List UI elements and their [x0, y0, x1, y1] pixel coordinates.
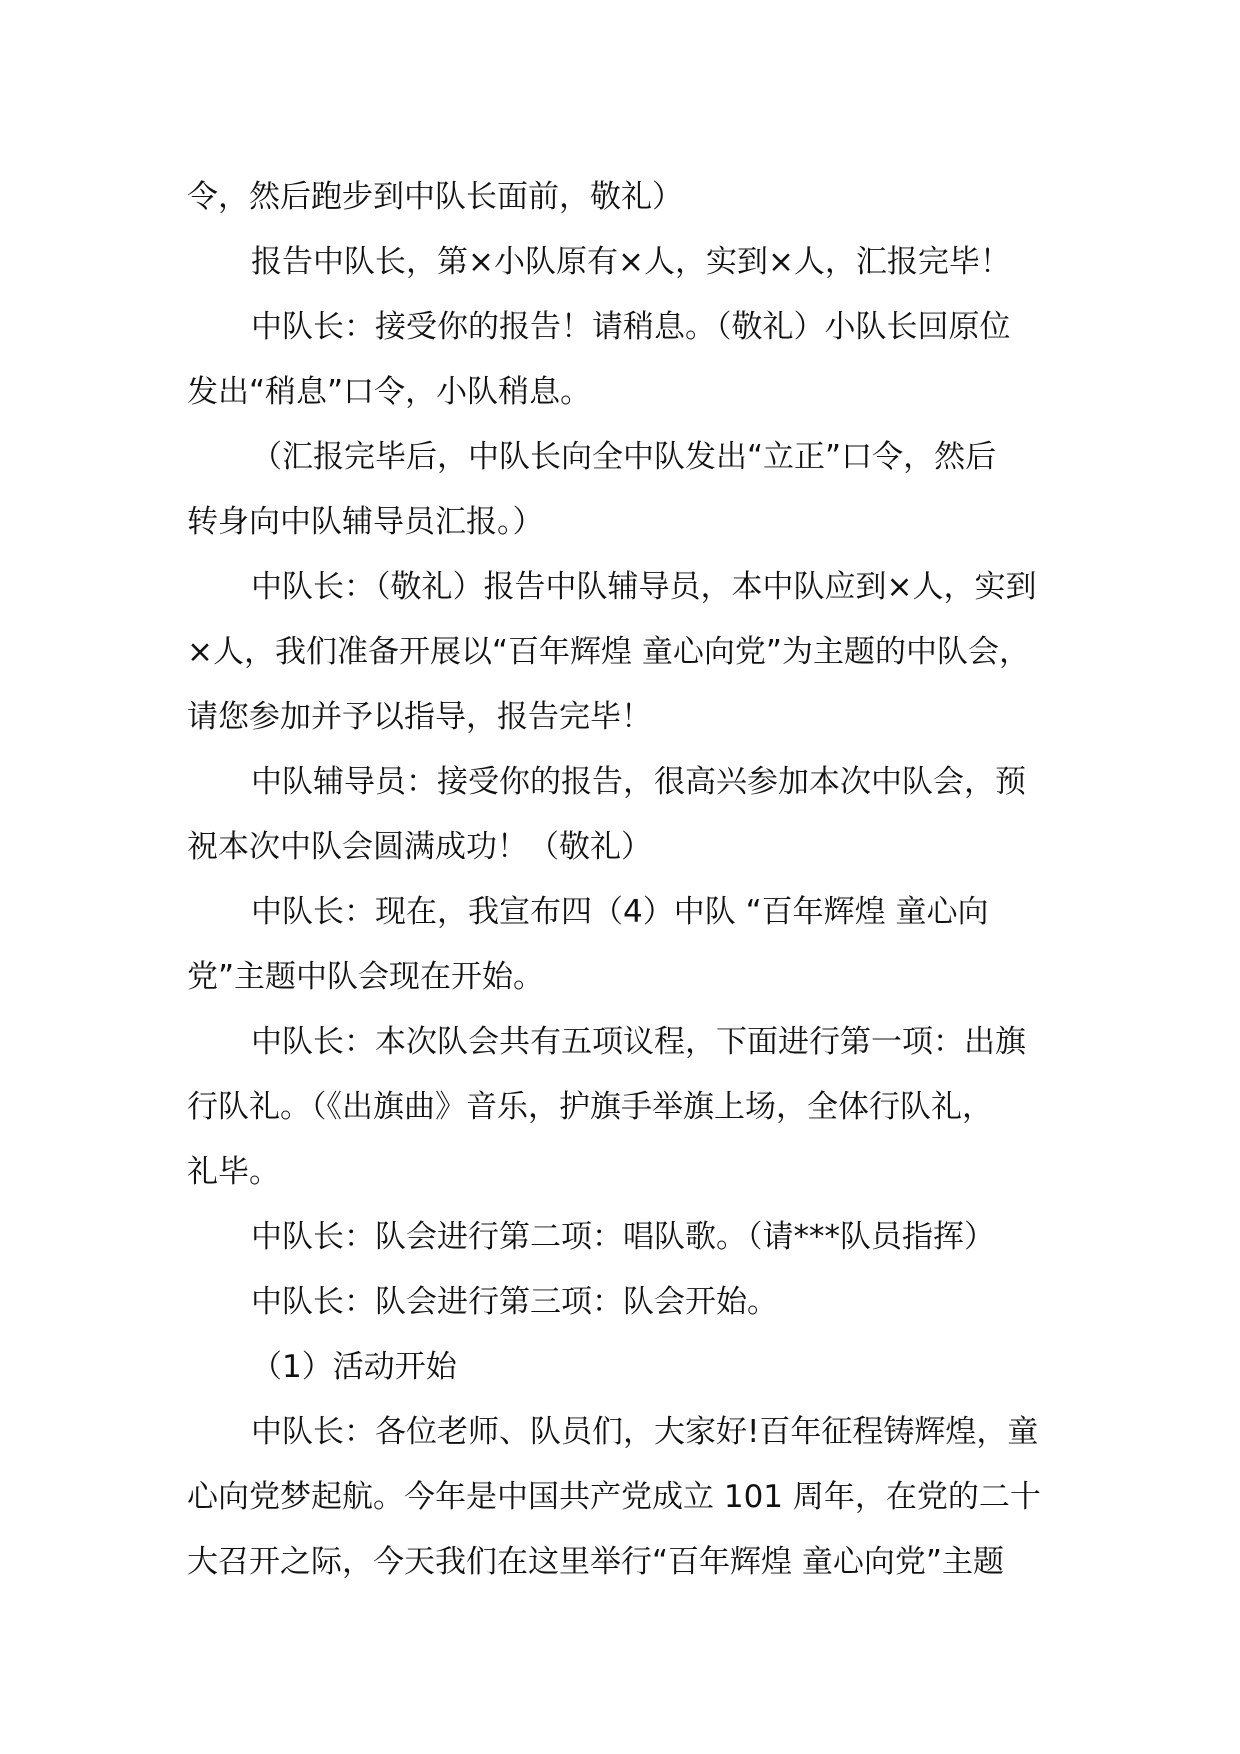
text-line-21: 心向党梦起航。今年是中国共产党成立 101 周年，在党的二十 [187, 1479, 1041, 1515]
text-line-18: 中队长：队会进行第三项：队会开始。 [251, 1284, 778, 1320]
text-line-7: 中队长：（敬礼）报告中队辅导员，本中队应到×人，实到 [251, 569, 1037, 605]
document-body [187, 165, 1067, 1595]
text-line-20: 中队长：各位老师、队员们，大家好!百年征程铸辉煌，童 [251, 1414, 1039, 1450]
text-line-9: 请您参加并予以指导，报告完毕！ [187, 699, 652, 735]
text-line-13: 党”主题中队会现在开始。 [187, 959, 545, 995]
text-line-15: 行队礼。（《出旗曲》音乐，护旗手举旗上场，全体行队礼， [187, 1089, 993, 1125]
text-line-14: 中队长：本次队会共有五项议程，下面进行第一项：出旗 [251, 1024, 1026, 1060]
text-line-22: 大召开之际，今天我们在这里举行“百年辉煌 童心向党”主题 [187, 1544, 1004, 1580]
text-line-1: 令，然后跑步到中队长面前，敬礼） [187, 179, 683, 215]
text-line-17: 中队长：队会进行第二项：唱队歌。（请***队员指挥） [251, 1219, 995, 1255]
text-line-11: 祝本次中队会圆满成功！（敬礼） [187, 829, 652, 865]
text-line-10: 中队辅导员：接受你的报告，很高兴参加本次中队会，预 [251, 764, 1026, 800]
text-line-19: （1）活动开始 [251, 1349, 457, 1385]
text-line-16: 礼毕。 [187, 1154, 280, 1190]
text-line-4: 发出“稍息”口令，小队稍息。 [187, 374, 592, 410]
text-line-2: 报告中队长，第×小队原有×人，实到×人，汇报完毕！ [251, 244, 1011, 280]
text-line-8: ×人，我们准备开展以“百年辉煌 童心向党”为主题的中队会， [187, 634, 1030, 670]
text-line-3: 中队长：接受你的报告！请稍息。（敬礼）小队长回原位 [251, 309, 1011, 345]
text-line-5: （汇报完毕后，中队长向全中队发出“立正”口令，然后 [251, 439, 997, 475]
text-line-12: 中队长：现在，我宣布四（4）中队 “百年辉煌 童心向 [251, 894, 989, 930]
text-line-6: 转身向中队辅导员汇报。） [187, 504, 544, 540]
